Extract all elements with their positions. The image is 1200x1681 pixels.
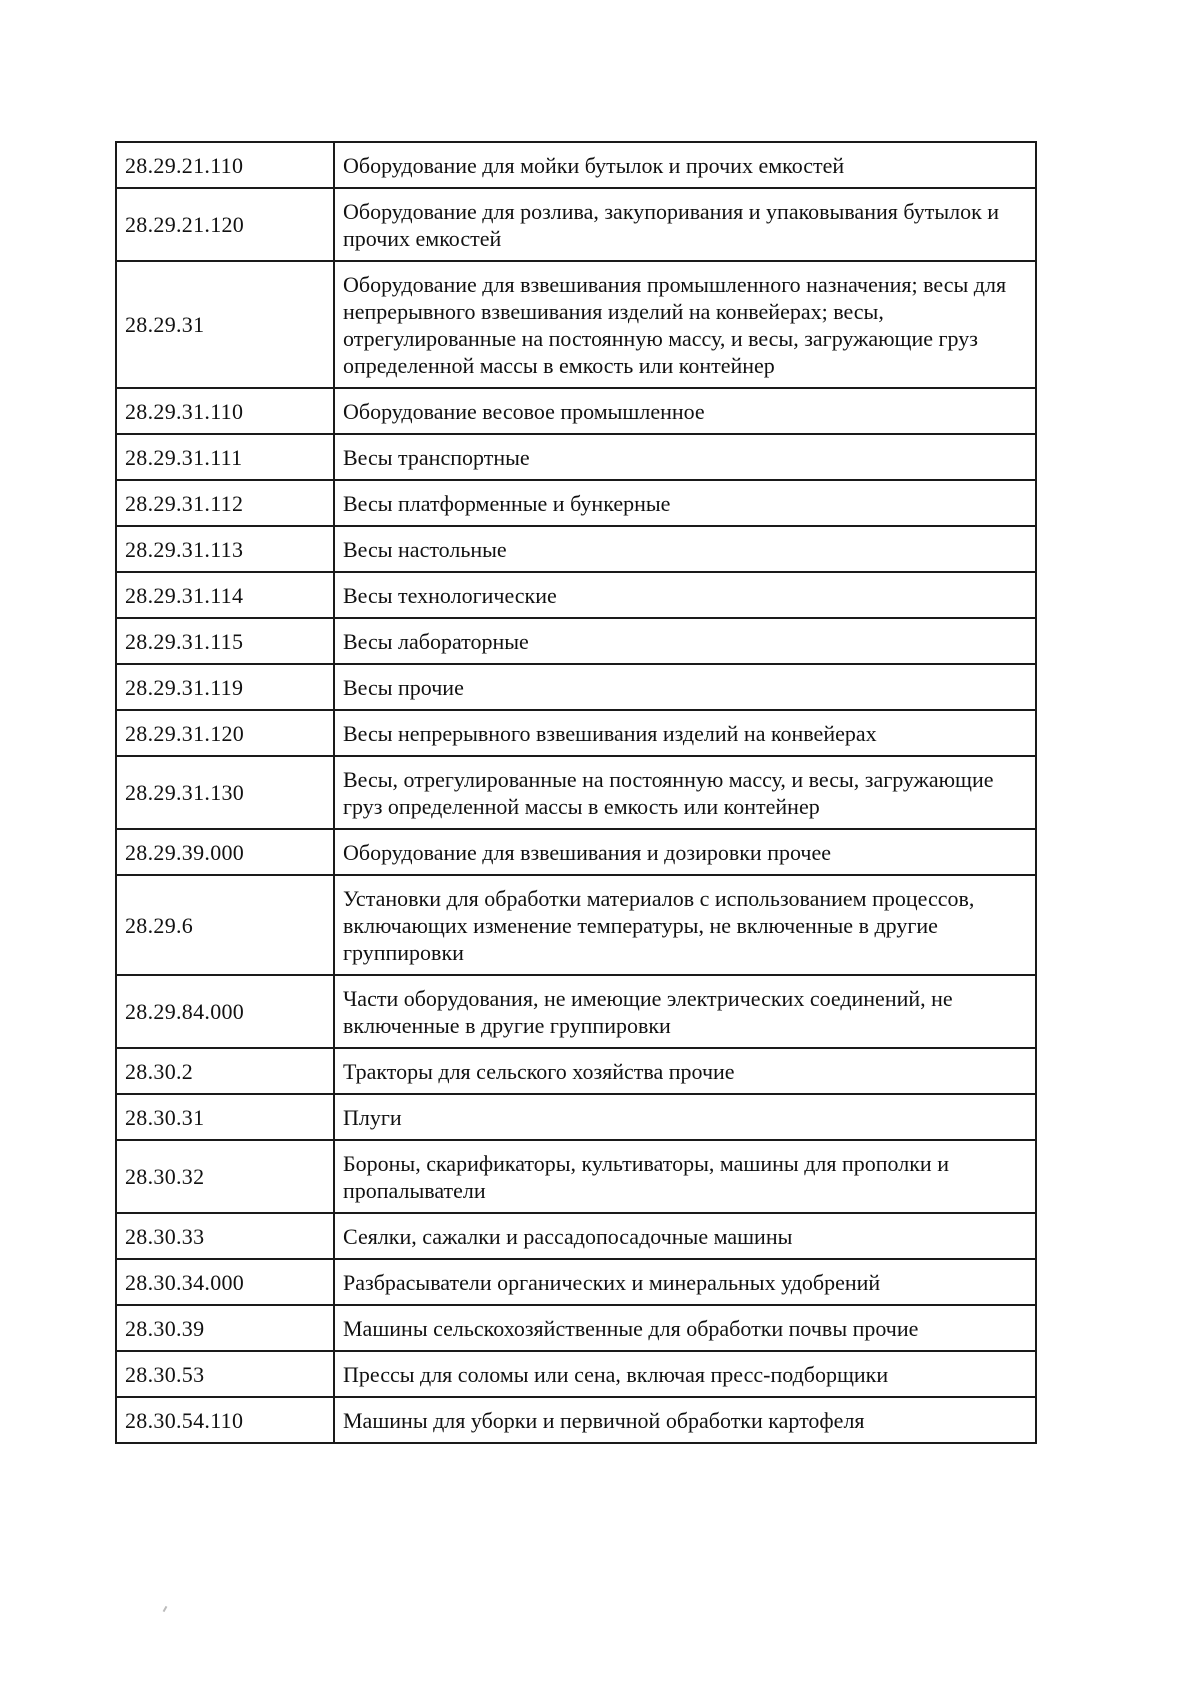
code-cell: 28.29.6 [116,875,334,975]
description-cell: Весы прочие [334,664,1036,710]
classification-table-wrapper [115,141,1035,1444]
description-cell: Весы транспортные [334,434,1036,480]
code-cell: 28.29.31.119 [116,664,334,710]
table-row [116,142,1036,188]
table-row [116,1140,1036,1213]
code-cell: 28.29.31.130 [116,756,334,829]
code-cell: 28.30.34.000 [116,1259,334,1305]
code-cell: 28.30.39 [116,1305,334,1351]
table-row [116,1213,1036,1259]
code-cell: 28.29.21.120 [116,188,334,261]
table-row [116,664,1036,710]
description-cell: Машины для уборки и первичной обработки картофеля [334,1397,1036,1443]
table-row [116,1259,1036,1305]
description-cell: Оборудование для взвешивания промышленного назначения; весы для непрерывного взвешивания изделий на конвейерах; весы, отрегулированные на постоянную массу, и весы, загружающие груз определенной массы в емкость или контейнер [334,261,1036,388]
code-cell: 28.29.31.113 [116,526,334,572]
description-cell: Весы лабораторные [334,618,1036,664]
description-cell: Весы технологические [334,572,1036,618]
table-row [116,261,1036,388]
description-cell: Оборудование весовое промышленное [334,388,1036,434]
description-cell: Весы настольные [334,526,1036,572]
table-row [116,388,1036,434]
table-row [116,434,1036,480]
code-cell: 28.29.39.000 [116,829,334,875]
table-body [116,142,1036,1443]
description-cell: Установки для обработки материалов с использованием процессов, включающих изменение температуры, не включенные в другие группировки [334,875,1036,975]
scan-artifact [163,1606,168,1612]
table-row [116,829,1036,875]
description-cell: Оборудование для взвешивания и дозировки прочее [334,829,1036,875]
table-row [116,1305,1036,1351]
code-cell: 28.29.21.110 [116,142,334,188]
table-row [116,975,1036,1048]
table-row [116,1048,1036,1094]
description-cell: Машины сельскохозяйственные для обработки почвы прочие [334,1305,1036,1351]
code-cell: 28.30.54.110 [116,1397,334,1443]
table-row [116,710,1036,756]
description-cell: Оборудование для мойки бутылок и прочих емкостей [334,142,1036,188]
table-row [116,1094,1036,1140]
description-cell: Тракторы для сельского хозяйства прочие [334,1048,1036,1094]
table-row [116,875,1036,975]
code-cell: 28.29.31.110 [116,388,334,434]
classification-table [115,141,1037,1444]
description-cell: Весы платформенные и бункерные [334,480,1036,526]
table-row [116,1351,1036,1397]
description-cell: Оборудование для розлива, закупоривания и упаковывания бутылок и прочих емкостей [334,188,1036,261]
description-cell: Сеялки, сажалки и рассадопосадочные машины [334,1213,1036,1259]
description-cell: Плуги [334,1094,1036,1140]
description-cell: Части оборудования, не имеющие электрических соединений, не включенные в другие группировки [334,975,1036,1048]
code-cell: 28.30.53 [116,1351,334,1397]
description-cell: Весы непрерывного взвешивания изделий на конвейерах [334,710,1036,756]
table-row [116,480,1036,526]
table-row [116,572,1036,618]
description-cell: Прессы для соломы или сена, включая пресс-подборщики [334,1351,1036,1397]
code-cell: 28.30.2 [116,1048,334,1094]
table-row [116,618,1036,664]
table-row [116,188,1036,261]
code-cell: 28.30.32 [116,1140,334,1213]
code-cell: 28.30.33 [116,1213,334,1259]
code-cell: 28.29.31.114 [116,572,334,618]
code-cell: 28.29.31.111 [116,434,334,480]
table-row [116,1397,1036,1443]
code-cell: 28.29.31.120 [116,710,334,756]
code-cell: 28.29.31.115 [116,618,334,664]
code-cell: 28.30.31 [116,1094,334,1140]
code-cell: 28.29.84.000 [116,975,334,1048]
description-cell: Бороны, скарификаторы, культиваторы, машины для прополки и пропалыватели [334,1140,1036,1213]
description-cell: Весы, отрегулированные на постоянную массу, и весы, загружающие груз определенной массы в емкость или контейнер [334,756,1036,829]
description-cell: Разбрасыватели органических и минеральных удобрений [334,1259,1036,1305]
table-row [116,756,1036,829]
code-cell: 28.29.31.112 [116,480,334,526]
table-row [116,526,1036,572]
code-cell: 28.29.31 [116,261,334,388]
